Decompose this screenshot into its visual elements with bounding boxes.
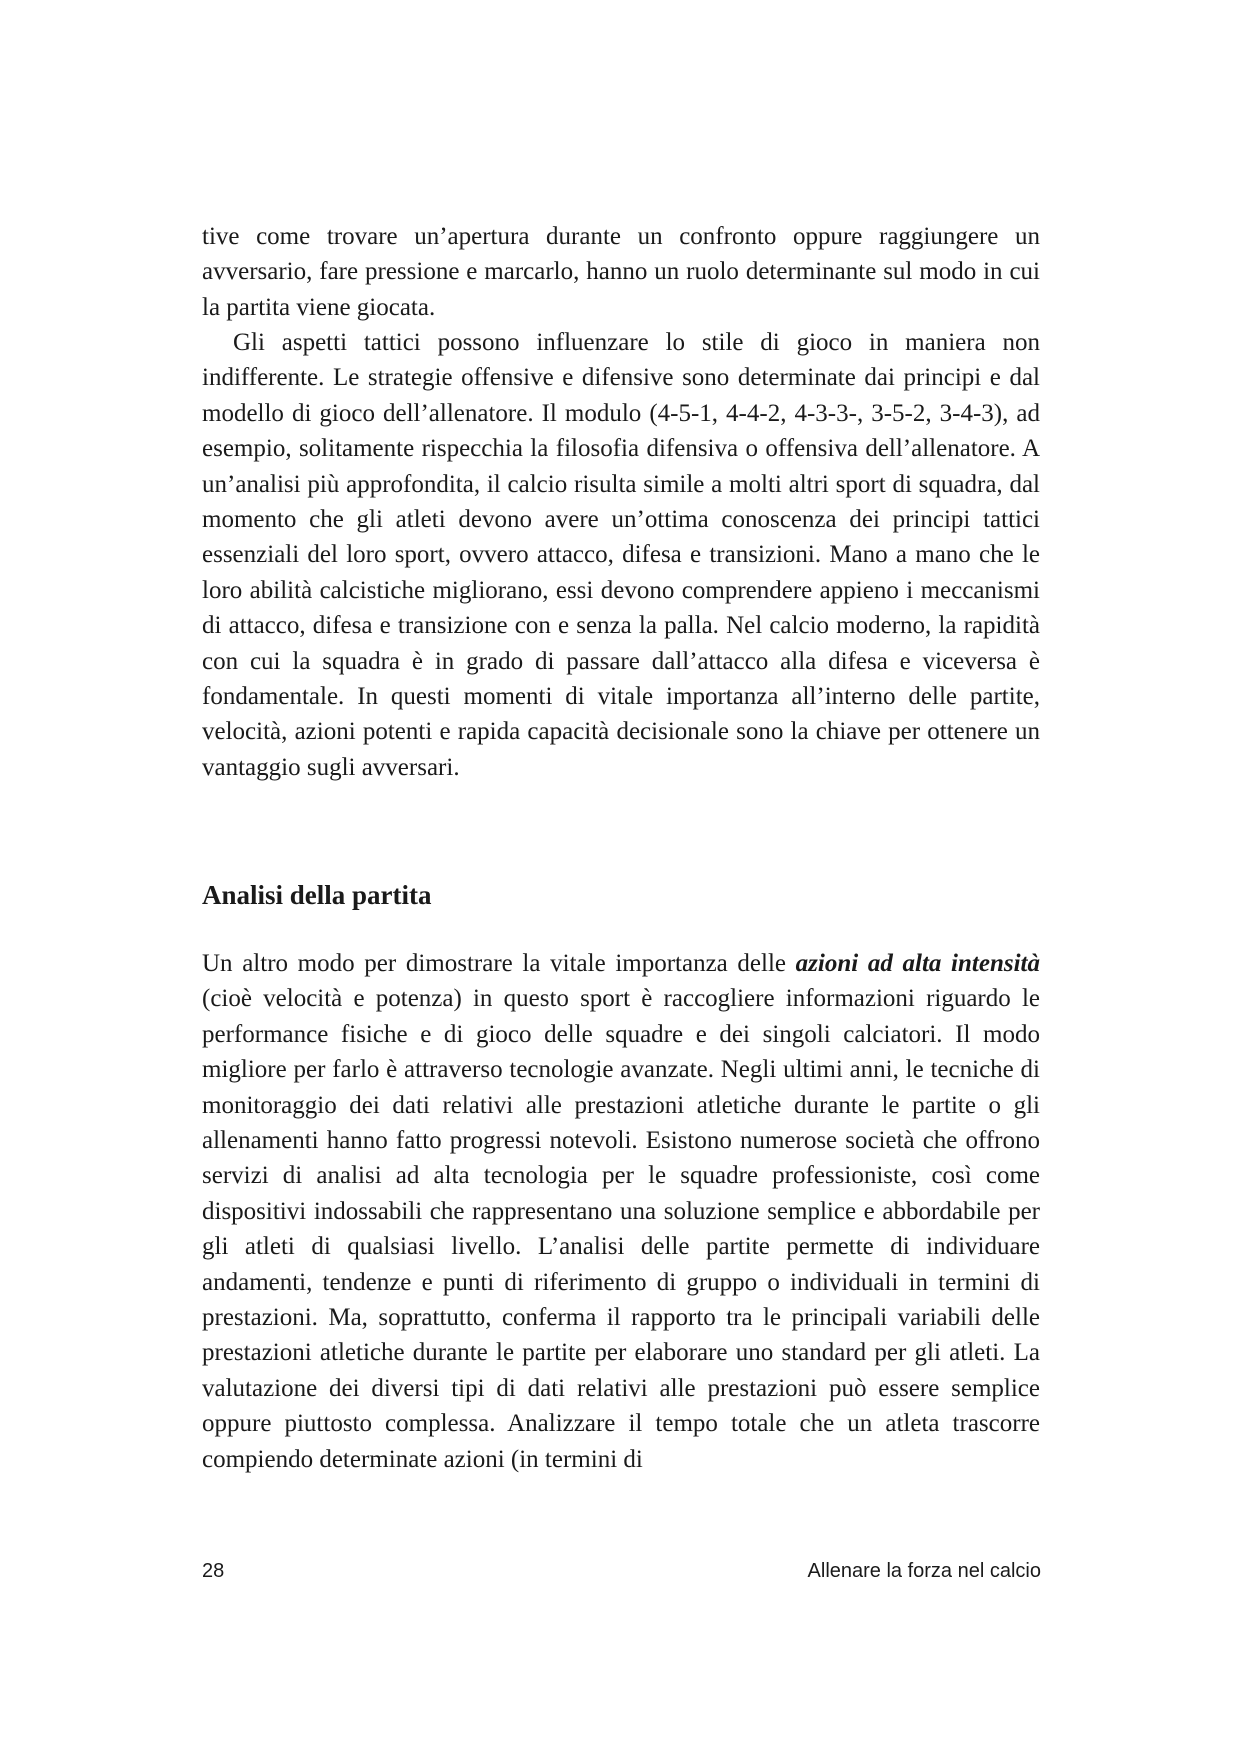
section-heading: Analisi della partita xyxy=(202,880,432,910)
paragraph-text xyxy=(202,946,1040,1477)
emphasized-term: azioni ad alta intensità xyxy=(795,950,1040,977)
paragraph-text: Gli aspetti tattici possono influenzare lo stile di gioco in maniera non indifferente. Le strategie offensive e difensive sono determinate dai principi e dal modello di gioco dell’allenatore. Il modulo (4-5-1, 4-4-2, 4-3-3-, 3-5-2, 3-4-3), ad esempio, solitamente rispecchia la filosofia difensiva o offensiva dell’allenatore. A un’analisi più approfondita, il calcio risulta simile a molti altri sport di squadra, dal momento che gli atleti devono avere un’ottima conoscenza dei principi tattici essenziali del loro sport, ovvero attacco, difesa e transizioni. Mano a mano che le loro abilità calcistiche migliorano, essi devono comprendere appieno i meccanismi di attacco, difesa e transizione con e senza la palla. Nel calcio moderno, la rapidità con cui la squadra è in grado di passare dall’attacco alla difesa e viceversa è fondamentale. In questi momenti di vitale importanza all’interno delle partite, velocità, azioni potenti e rapida capacità decisionale sono la chiave per ottenere un vantaggio sugli avversari. xyxy=(202,329,1040,781)
paragraph-intro-text: Un altro modo per dimostrare la vitale importanza delle xyxy=(202,950,796,977)
page-number: 28 xyxy=(202,1560,225,1582)
body-paragraph-continued xyxy=(202,219,1040,325)
body-paragraph xyxy=(202,325,1040,785)
paragraph-text: tive come trovare un’apertura durante un confronto oppure raggiungere un avversario, fare pressione e marcarlo, hanno un ruolo determinante sul modo in cui la partita viene giocata. xyxy=(202,223,1040,321)
paragraph-rest-text: (cioè velocità e potenza) in questo sport è raccogliere informazioni riguardo le performance fisiche e di gioco delle squadre e dei singoli calciatori. Il modo migliore per farlo è attraverso tecnologie avanzate. Negli ultimi anni, le tecniche di monitoraggio dei dati relativi alle prestazioni atletiche durante le partite o gli allenamenti hanno fatto progressi notevoli. Esistono numerose società che offrono servizi di analisi ad alta tecnologia per le squadre professioniste, così come dispositivi indossabili che rappresentano una soluzione semplice e abbordabile per gli atleti di qualsiasi livello. L’analisi delle partite permette di individuare andamenti, tendenze e punti di riferimento di gruppo o individuali in termini di prestazioni. Ma, soprattutto, conferma il rapporto tra le principali variabili delle prestazioni atletiche durante le partite per elaborare uno standard per gli atleti. La valutazione dei diversi tipi di dati relativi alle prestazioni può essere semplice oppure piuttosto complessa. Analizzare il tempo totale che un atleta trascorre compiendo determinate azioni (in termini di xyxy=(202,985,1040,1473)
body-paragraph xyxy=(202,946,1040,1477)
running-title: Allenare la forza nel calcio xyxy=(807,1560,1041,1582)
